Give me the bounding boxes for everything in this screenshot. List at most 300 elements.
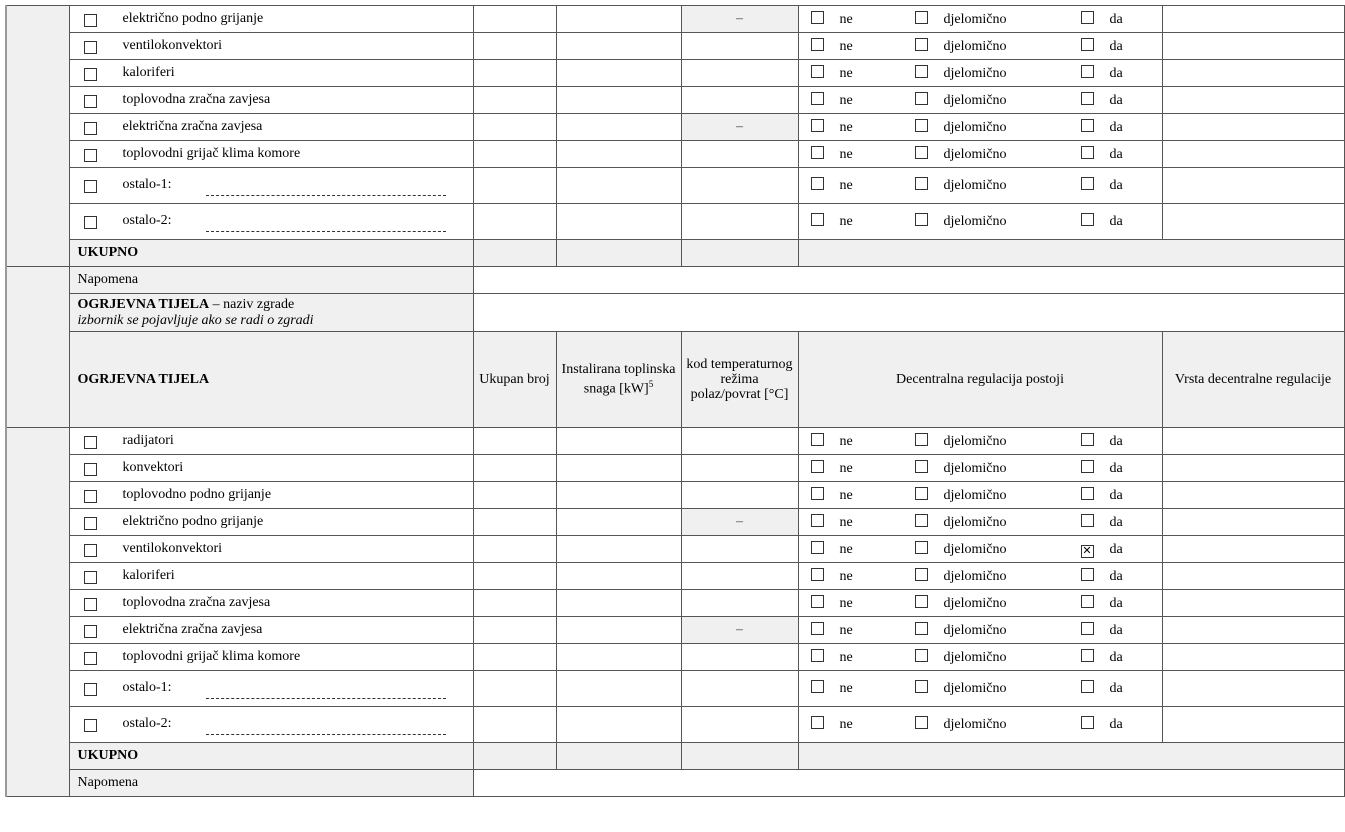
temp-input[interactable] — [681, 33, 798, 60]
regulation-option-da[interactable] — [1081, 38, 1123, 55]
header-power — [556, 332, 681, 428]
checkbox-icon[interactable] — [811, 119, 824, 132]
checkbox-icon[interactable] — [84, 652, 97, 665]
power-input[interactable] — [556, 590, 681, 617]
regulation-option-djelomicno[interactable] — [915, 716, 1081, 733]
regulation-option-ne[interactable] — [811, 177, 915, 194]
regulation-option-label: djelomično — [943, 717, 1007, 732]
count-input[interactable] — [473, 644, 556, 671]
checkbox-icon[interactable] — [915, 460, 928, 473]
regulation-option-da[interactable] — [1081, 213, 1123, 230]
count-input[interactable] — [473, 428, 556, 455]
heating-body-label: električna zračna zavjesa — [122, 622, 263, 637]
header-power-text: Instalirana toplinska snaga [kW] — [561, 362, 676, 397]
heating-body-item — [78, 175, 465, 196]
regulation-option-label: da — [1109, 38, 1123, 54]
regulation-option-ne[interactable] — [811, 595, 915, 612]
checkbox-checked-icon[interactable]: ✕ — [1082, 544, 1092, 557]
regulation-option-djelomicno[interactable] — [915, 595, 1081, 612]
regulation-option-da[interactable] — [1081, 92, 1123, 109]
heating-body-item — [78, 119, 465, 135]
heating-body-label: ostalo-2: — [122, 213, 172, 228]
heating-body-label-cell — [69, 428, 473, 455]
power-input[interactable] — [556, 168, 681, 204]
checkbox-icon[interactable] — [84, 463, 97, 476]
heating-body-label: toplovodno podno grijanje — [122, 487, 272, 502]
side-margin — [6, 267, 69, 428]
regulation-type-input[interactable] — [1162, 168, 1344, 204]
regulation-type-input[interactable] — [1162, 33, 1344, 60]
regulation-option-label: djelomično — [943, 214, 1007, 229]
footnote-ref: 5 — [648, 379, 654, 390]
checkbox-icon[interactable] — [811, 716, 824, 729]
regulation-option-ne[interactable] — [811, 460, 915, 477]
regulation-options — [798, 707, 1162, 743]
regulation-option-label: djelomično — [943, 119, 1007, 135]
checkbox-icon[interactable] — [1081, 568, 1094, 581]
temp-input[interactable] — [681, 141, 798, 168]
regulation-option-ne[interactable] — [811, 680, 915, 697]
regulation-option-djelomicno[interactable] — [915, 514, 1081, 531]
power-input[interactable] — [556, 671, 681, 707]
regulation-option-da[interactable] — [1081, 487, 1123, 504]
checkbox-icon[interactable] — [1081, 716, 1094, 729]
regulation-type-input[interactable] — [1162, 455, 1344, 482]
heating-body-item — [78, 460, 465, 476]
heating-body-label-cell — [69, 141, 473, 168]
checkbox-icon[interactable] — [1081, 213, 1094, 226]
temp-input[interactable] — [681, 87, 798, 114]
total-temp — [681, 743, 798, 770]
checkbox-icon[interactable] — [1081, 177, 1094, 190]
note-label: Napomena — [69, 267, 473, 294]
total-count — [473, 240, 556, 267]
count-input[interactable] — [473, 141, 556, 168]
regulation-option-da[interactable] — [1081, 595, 1123, 612]
checkbox-icon[interactable] — [811, 11, 824, 24]
regulation-type-input[interactable] — [1162, 60, 1344, 87]
regulation-option-label: da — [1109, 681, 1123, 696]
checkbox-icon[interactable] — [915, 541, 928, 554]
regulation-type-input[interactable] — [1162, 590, 1344, 617]
regulation-option-djelomicno[interactable] — [915, 65, 1081, 82]
regulation-option-label: da — [1109, 541, 1123, 557]
temp-input[interactable] — [681, 168, 798, 204]
total-row — [6, 743, 1344, 770]
regulation-option-label: ne — [839, 38, 853, 54]
power-input[interactable] — [556, 87, 681, 114]
power-input[interactable] — [556, 428, 681, 455]
regulation-type-input[interactable] — [1162, 707, 1344, 743]
checkbox-icon[interactable] — [811, 649, 824, 662]
section-1-body — [6, 6, 1344, 267]
regulation-option-ne[interactable] — [811, 433, 915, 450]
checkbox-icon[interactable] — [84, 719, 97, 732]
temp-not-applicable: – — [681, 114, 798, 141]
regulation-option-da[interactable] — [1081, 514, 1123, 531]
heating-body-label-cell — [69, 168, 473, 204]
regulation-option-djelomicno[interactable] — [915, 177, 1081, 194]
count-input[interactable] — [473, 6, 556, 33]
regulation-options — [798, 87, 1162, 114]
count-input[interactable] — [473, 563, 556, 590]
checkbox-icon[interactable] — [915, 716, 928, 729]
power-input[interactable] — [556, 6, 681, 33]
regulation-option-djelomicno[interactable] — [915, 146, 1081, 163]
total-filler — [798, 743, 1344, 770]
checkbox-icon[interactable] — [84, 14, 97, 27]
regulation-option-ne[interactable] — [811, 65, 915, 82]
checkbox-icon[interactable] — [915, 649, 928, 662]
count-input[interactable] — [473, 509, 556, 536]
checkbox-icon[interactable] — [915, 514, 928, 527]
regulation-option-label: ne — [839, 178, 853, 193]
regulation-option-label: da — [1109, 487, 1123, 503]
heating-body-row — [6, 428, 1344, 455]
total-temp — [681, 240, 798, 267]
temp-input[interactable] — [681, 60, 798, 87]
regulation-option-ne[interactable] — [811, 38, 915, 55]
temp-input[interactable] — [681, 707, 798, 743]
heating-body-row — [6, 114, 1344, 141]
checkbox-icon[interactable] — [811, 487, 824, 500]
regulation-option-djelomicno[interactable] — [915, 38, 1081, 55]
regulation-option-label: ne — [839, 146, 853, 162]
regulation-option-ne[interactable] — [811, 716, 915, 733]
checkbox-icon[interactable] — [811, 92, 824, 105]
checkbox-icon[interactable] — [811, 213, 824, 226]
heating-body-label-cell — [69, 455, 473, 482]
count-input[interactable] — [473, 33, 556, 60]
building-name-row — [6, 294, 1344, 332]
note-input[interactable] — [473, 770, 1344, 797]
heating-body-label: električno podno grijanje — [122, 11, 264, 26]
checkbox-icon[interactable] — [915, 92, 928, 105]
heating-body-row — [6, 33, 1344, 60]
regulation-option-da[interactable] — [1081, 11, 1123, 28]
checkbox-icon[interactable] — [915, 487, 928, 500]
checkbox-icon[interactable] — [1081, 460, 1094, 473]
regulation-option-ne[interactable] — [811, 622, 915, 639]
checkbox-icon[interactable] — [1081, 38, 1094, 51]
checkbox-icon[interactable] — [811, 541, 824, 554]
checkbox-icon[interactable] — [1081, 649, 1094, 662]
note-row — [6, 267, 1344, 294]
checkbox-icon[interactable] — [915, 568, 928, 581]
heating-body-label-cell — [69, 590, 473, 617]
temp-input[interactable] — [681, 204, 798, 240]
checkbox-icon[interactable] — [84, 490, 97, 503]
count-input[interactable] — [473, 204, 556, 240]
count-input[interactable] — [473, 87, 556, 114]
other-text-input[interactable] — [206, 231, 446, 232]
heating-body-label: ventilokonvektori — [122, 38, 223, 53]
regulation-type-input[interactable] — [1162, 509, 1344, 536]
regulation-option-ne[interactable] — [811, 487, 915, 504]
checkbox-icon[interactable] — [84, 95, 97, 108]
count-input[interactable] — [473, 617, 556, 644]
heating-body-item — [78, 65, 465, 81]
power-input[interactable] — [556, 644, 681, 671]
regulation-option-da[interactable] — [1081, 177, 1123, 194]
heating-body-row — [6, 60, 1344, 87]
note-row — [6, 770, 1344, 797]
regulation-option-ne[interactable] — [811, 514, 915, 531]
checkbox-icon[interactable] — [84, 216, 97, 229]
count-input[interactable] — [473, 482, 556, 509]
count-input[interactable] — [473, 455, 556, 482]
regulation-type-input[interactable] — [1162, 617, 1344, 644]
regulation-option-ne[interactable] — [811, 568, 915, 585]
temp-input[interactable] — [681, 644, 798, 671]
power-input[interactable] — [556, 455, 681, 482]
regulation-option-djelomicno[interactable] — [915, 680, 1081, 697]
regulation-type-input[interactable] — [1162, 87, 1344, 114]
checkbox-icon[interactable] — [811, 177, 824, 190]
checkbox-icon[interactable] — [811, 460, 824, 473]
regulation-option-ne[interactable] — [811, 541, 915, 558]
other-text-input[interactable] — [206, 195, 446, 196]
power-input[interactable] — [556, 204, 681, 240]
regulation-option-ne[interactable] — [811, 11, 915, 28]
regulation-option-da[interactable] — [1081, 65, 1123, 82]
temp-input[interactable] — [681, 482, 798, 509]
regulation-type-input[interactable] — [1162, 671, 1344, 707]
checkbox-icon[interactable] — [1081, 487, 1094, 500]
temp-input[interactable] — [681, 428, 798, 455]
count-input[interactable] — [473, 114, 556, 141]
regulation-option-da[interactable] — [1081, 433, 1123, 450]
count-input[interactable] — [473, 671, 556, 707]
checkbox-icon[interactable] — [811, 622, 824, 635]
regulation-option-ne[interactable] — [811, 92, 915, 109]
checkbox-icon[interactable] — [1081, 595, 1094, 608]
regulation-option-label: djelomično — [943, 622, 1007, 638]
regulation-type-input[interactable] — [1162, 644, 1344, 671]
heating-body-label-cell — [69, 204, 473, 240]
checkbox-icon[interactable] — [84, 122, 97, 135]
total-power — [556, 743, 681, 770]
checkbox-icon[interactable] — [84, 149, 97, 162]
regulation-option-label: djelomično — [943, 649, 1007, 665]
section-2-body — [6, 428, 1344, 797]
regulation-option-da[interactable] — [1081, 460, 1123, 477]
heating-body-row — [6, 87, 1344, 114]
regulation-option-ne[interactable] — [811, 213, 915, 230]
heating-body-item — [78, 514, 465, 530]
checkbox-icon[interactable] — [915, 146, 928, 159]
checkbox-icon[interactable] — [1081, 92, 1094, 105]
checkbox-icon[interactable] — [84, 598, 97, 611]
regulation-option-ne[interactable] — [811, 146, 915, 163]
checkbox-icon[interactable] — [1081, 65, 1094, 78]
heating-body-label: toplovodni grijač klima komore — [122, 146, 301, 161]
checkbox-icon[interactable] — [1081, 11, 1094, 24]
heating-body-row — [6, 536, 1344, 563]
temp-input[interactable] — [681, 563, 798, 590]
count-input[interactable] — [473, 707, 556, 743]
power-input[interactable] — [556, 114, 681, 141]
temp-input[interactable] — [681, 671, 798, 707]
regulation-type-input[interactable] — [1162, 114, 1344, 141]
power-input[interactable] — [556, 33, 681, 60]
header-reg-type: Vrsta decentralne regulacije — [1162, 332, 1344, 428]
checkbox-icon[interactable] — [811, 595, 824, 608]
regulation-option-label: da — [1109, 119, 1123, 135]
regulation-option-da[interactable] — [1081, 649, 1123, 666]
checkbox-icon[interactable] — [915, 38, 928, 51]
checkbox-icon[interactable] — [84, 517, 97, 530]
checkbox-icon[interactable] — [84, 571, 97, 584]
temp-input[interactable] — [681, 536, 798, 563]
checkbox-icon[interactable] — [915, 11, 928, 24]
checkbox-icon[interactable] — [1081, 514, 1094, 527]
regulation-option-label: ne — [839, 119, 853, 135]
heating-body-row — [6, 590, 1344, 617]
regulation-option-djelomicno[interactable] — [915, 119, 1081, 136]
regulation-option-djelomicno[interactable] — [915, 92, 1081, 109]
regulation-option-ne[interactable] — [811, 119, 915, 136]
heating-body-label: kaloriferi — [122, 65, 175, 80]
count-input[interactable] — [473, 536, 556, 563]
regulation-option-da[interactable] — [1081, 146, 1123, 163]
checkbox-icon[interactable] — [811, 568, 824, 581]
heating-body-label: ostalo-2: — [122, 716, 172, 731]
checkbox-icon[interactable] — [84, 625, 97, 638]
checkbox-icon[interactable] — [811, 38, 824, 51]
other-text-input[interactable] — [206, 698, 446, 699]
regulation-option-djelomicno[interactable] — [915, 11, 1081, 28]
building-label — [69, 294, 473, 332]
heating-body-label: radijatori — [122, 433, 174, 448]
regulation-option-label: djelomično — [943, 541, 1007, 557]
regulation-option-djelomicno[interactable] — [915, 649, 1081, 666]
regulation-options — [798, 33, 1162, 60]
regulation-type-input[interactable] — [1162, 536, 1344, 563]
regulation-type-input[interactable] — [1162, 6, 1344, 33]
checkbox-icon[interactable] — [84, 180, 97, 193]
regulation-option-djelomicno[interactable] — [915, 541, 1081, 558]
regulation-type-input[interactable] — [1162, 563, 1344, 590]
regulation-option-da[interactable] — [1081, 568, 1123, 585]
checkbox-icon[interactable] — [811, 680, 824, 693]
checkbox-icon[interactable] — [915, 595, 928, 608]
power-input[interactable] — [556, 617, 681, 644]
regulation-option-label: da — [1109, 433, 1123, 449]
checkbox-icon[interactable] — [915, 622, 928, 635]
power-input[interactable] — [556, 60, 681, 87]
temp-input[interactable] — [681, 455, 798, 482]
regulation-option-label: ne — [839, 514, 853, 530]
checkbox-icon[interactable] — [915, 119, 928, 132]
checkbox-icon[interactable] — [1081, 119, 1094, 132]
note-input[interactable] — [473, 267, 1344, 294]
regulation-type-input[interactable] — [1162, 482, 1344, 509]
regulation-option-label: ne — [839, 568, 853, 584]
regulation-option-da[interactable] — [1081, 119, 1123, 136]
count-input[interactable] — [473, 168, 556, 204]
regulation-option-da[interactable] — [1081, 542, 1123, 558]
heating-body-label-cell — [69, 6, 473, 33]
checkbox-icon[interactable] — [915, 213, 928, 226]
power-input[interactable] — [556, 707, 681, 743]
power-input[interactable] — [556, 509, 681, 536]
regulation-option-ne[interactable] — [811, 649, 915, 666]
heating-body-label: konvektori — [122, 460, 184, 475]
checkbox-icon[interactable] — [915, 65, 928, 78]
regulation-type-input[interactable] — [1162, 428, 1344, 455]
regulation-options — [798, 617, 1162, 644]
regulation-option-djelomicno[interactable] — [915, 433, 1081, 450]
regulation-type-input[interactable] — [1162, 204, 1344, 240]
checkbox-icon[interactable] — [84, 68, 97, 81]
regulation-option-label: djelomično — [943, 568, 1007, 584]
regulation-option-djelomicno[interactable] — [915, 213, 1081, 230]
power-input[interactable] — [556, 141, 681, 168]
regulation-option-djelomicno[interactable] — [915, 460, 1081, 477]
regulation-type-input[interactable] — [1162, 141, 1344, 168]
total-label: UKUPNO — [69, 240, 473, 267]
regulation-options — [798, 563, 1162, 590]
checkbox-icon[interactable] — [811, 146, 824, 159]
power-input[interactable] — [556, 536, 681, 563]
checkbox-icon[interactable] — [811, 514, 824, 527]
checkbox-icon[interactable] — [915, 680, 928, 693]
regulation-option-label: djelomično — [943, 681, 1007, 696]
heating-body-item — [78, 622, 465, 638]
regulation-option-da[interactable] — [1081, 716, 1123, 733]
regulation-option-djelomicno[interactable] — [915, 568, 1081, 585]
heating-body-label-cell — [69, 563, 473, 590]
section-2-header-row — [6, 332, 1344, 428]
checkbox-icon[interactable] — [1081, 146, 1094, 159]
building-select[interactable] — [473, 294, 1344, 332]
other-text-input[interactable] — [206, 734, 446, 735]
regulation-option-label: ne — [839, 460, 853, 476]
checkbox-icon[interactable] — [915, 433, 928, 446]
checkbox-icon[interactable] — [1081, 622, 1094, 635]
checkbox-icon[interactable] — [1081, 680, 1094, 693]
header-regulation: Decentralna regulacija postoji — [798, 332, 1162, 428]
regulation-option-da[interactable] — [1081, 622, 1123, 639]
power-input[interactable] — [556, 563, 681, 590]
regulation-option-label: djelomično — [943, 146, 1007, 162]
heating-body-label: električna zračna zavjesa — [122, 119, 263, 134]
temp-input[interactable] — [681, 590, 798, 617]
regulation-option-da[interactable] — [1081, 680, 1123, 697]
heating-body-label-cell — [69, 644, 473, 671]
count-input[interactable] — [473, 60, 556, 87]
checkbox-icon[interactable] — [915, 177, 928, 190]
checkbox-icon[interactable] — [84, 544, 97, 557]
count-input[interactable] — [473, 590, 556, 617]
checkbox-icon[interactable] — [84, 41, 97, 54]
regulation-option-label: djelomično — [943, 178, 1007, 193]
checkbox-icon[interactable] — [84, 683, 97, 696]
heating-body-label-cell — [69, 707, 473, 743]
regulation-option-label: djelomično — [943, 487, 1007, 503]
checkbox-icon[interactable] — [1081, 433, 1094, 446]
regulation-option-djelomicno[interactable] — [915, 622, 1081, 639]
checkbox-icon[interactable] — [811, 433, 824, 446]
regulation-option-label: ne — [839, 541, 853, 557]
regulation-option-label: djelomično — [943, 433, 1007, 449]
total-row — [6, 240, 1344, 267]
regulation-option-djelomicno[interactable] — [915, 487, 1081, 504]
power-input[interactable] — [556, 482, 681, 509]
checkbox-icon[interactable] — [811, 65, 824, 78]
checkbox-icon[interactable] — [84, 436, 97, 449]
